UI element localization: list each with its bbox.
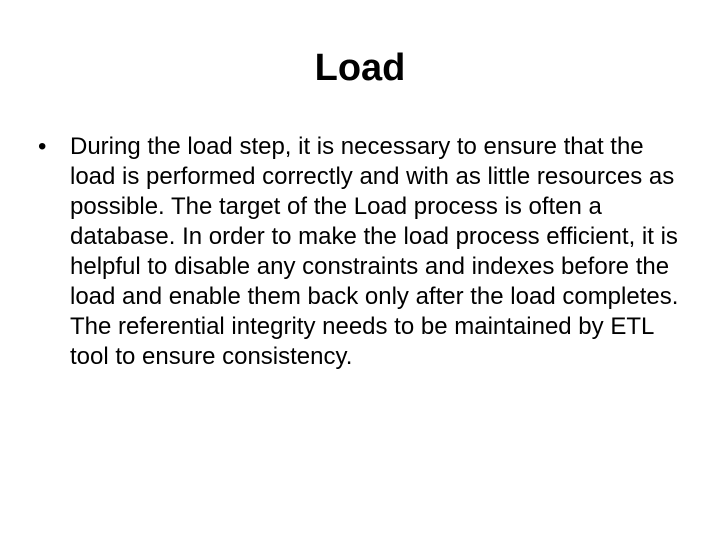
bullet-text: During the load step, it is necessary to ensure that the load is performed correctly and with as little resources as possible. The target of the Load process is often a database. In order to make the load process efficient, it is helpful to disable any constraints and indexes before the load and enable them back only after the load completes. The referential integrity needs to be maintained by ETL tool to ensure consistency. <box>70 133 679 370</box>
slide-title: Load <box>314 47 406 89</box>
bullet-marker: • <box>38 133 47 160</box>
bullet-item <box>36 132 686 372</box>
bullet-list <box>36 132 686 372</box>
